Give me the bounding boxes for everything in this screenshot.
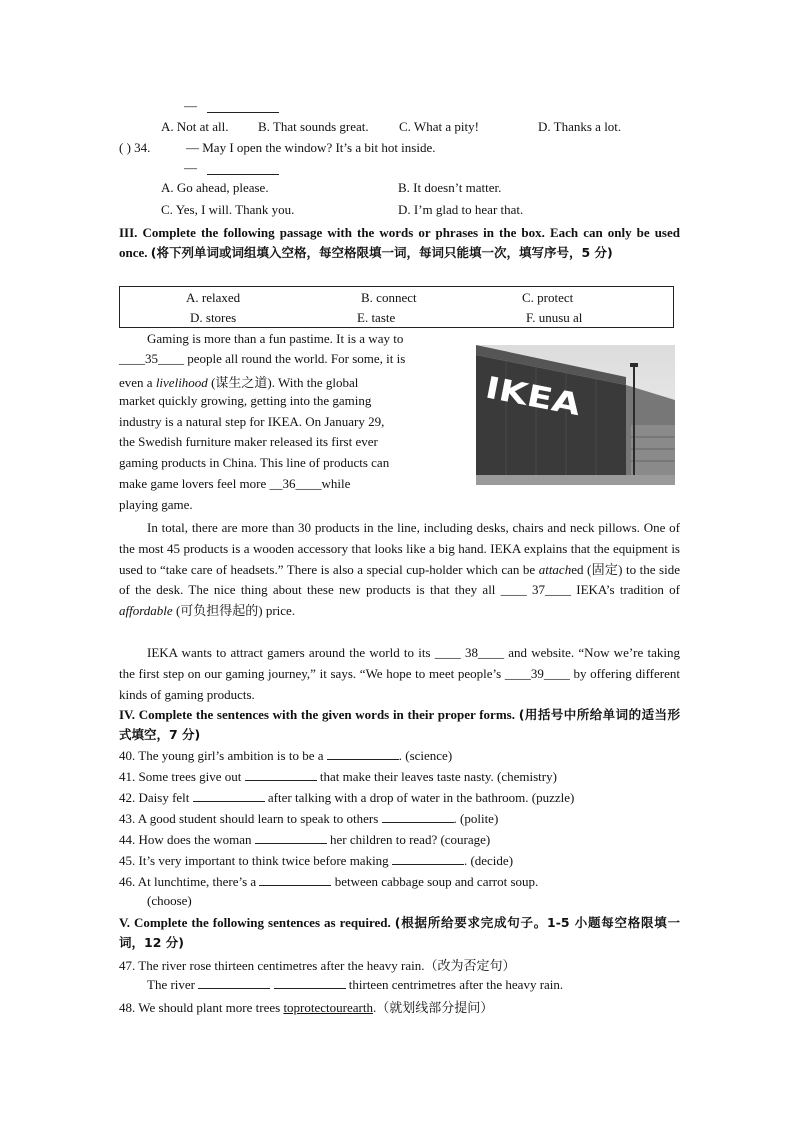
p1-livelihood: livelihood [155, 375, 208, 390]
p1-line-4: market quickly growing, getting into the gaming [119, 393, 372, 408]
q43-blank[interactable] [382, 810, 454, 823]
q47-prompt: 47. The river rose thirteen centimetres after the heavy rain.（改为否定句） [119, 958, 516, 973]
q34-number: ( ) 34. [119, 140, 151, 155]
word-option-b: B. connect [361, 290, 417, 305]
section5-title-en: V. Complete the following sentences as required. [119, 915, 391, 930]
q33-option-b[interactable]: B. That sounds great. [258, 119, 369, 134]
q48-underlined: toprotectourearth [283, 1000, 373, 1015]
q47-blank-1[interactable] [198, 976, 270, 989]
section3-heading [119, 223, 680, 263]
q43-text: 43. A good student should learn to speak to others [119, 811, 379, 826]
q34-answer-dash: — [184, 160, 197, 175]
q44 [119, 831, 490, 848]
q45-blank[interactable] [392, 852, 464, 865]
q41-blank[interactable] [245, 768, 317, 781]
q48-pre: 48. We should plant more trees [119, 1000, 281, 1015]
word-option-a: A. relaxed [186, 290, 241, 305]
word-option-f: F. unusu al [526, 310, 583, 325]
p1-even-a: even a [119, 375, 153, 390]
q46-text: 46. At lunchtime, there’s a [119, 874, 257, 889]
q42-blank[interactable] [193, 789, 265, 802]
q34-option-d[interactable]: D. I’m glad to hear that. [398, 202, 524, 217]
word-box [119, 286, 674, 328]
q33-answer-dash: — [184, 98, 197, 113]
q47-post: thirteen centrimetres after the heavy rain. [348, 977, 564, 992]
p2-attach: attach [538, 561, 572, 577]
section4-heading [119, 705, 680, 745]
section4-title-en: IV. Complete the sentences with the given words in their proper forms. [119, 707, 515, 722]
q48-prompt [119, 997, 493, 1016]
q45-text: 45. It’s very important to think twice before making [119, 853, 389, 868]
q33-answer-blank[interactable] [207, 100, 279, 113]
ikea-sign: IKEA [482, 370, 566, 420]
q45 [119, 852, 513, 869]
p1-line-1: Gaming is more than a fun pastime. It is a way to [147, 331, 404, 346]
section5-heading [119, 913, 680, 953]
p1-line-5: industry is a natural step for IKEA. On January 29, [119, 414, 385, 429]
q46-blank[interactable] [259, 873, 331, 886]
section4-title-cn: (用括号中所给单词的适当形式填空，7 分) [119, 707, 681, 742]
q46-text-cont: between cabbage soup and carrot soup. [334, 874, 539, 889]
q42-hint: after talking with a drop of water in the bathroom. (puzzle) [267, 790, 575, 805]
q41 [119, 768, 557, 785]
q44-hint: her children to read? (courage) [330, 832, 491, 847]
q44-text: 44. How does the woman [119, 832, 252, 847]
p2-attach-rest: ed (固定) to the side of the desk. The nice thing about these new products is that they all ____ 37____ IEKA’s tradition of [119, 561, 680, 598]
ikea-store-photo [476, 345, 675, 485]
q48-post: .（就划线部分提问） [372, 1000, 494, 1015]
q41-hint: that make their leaves taste nasty. (chemistry) [319, 769, 557, 784]
word-option-c: C. protect [522, 290, 574, 305]
p1-line-3 [119, 372, 358, 391]
p3-text: IEKA wants to attract gamers around the world to its ____ 38____ and website. “Now we’re taking the first step on our gaming journey,” it says. “We hope to meet people’s ____39____ by offering different kinds of gaming products. [119, 645, 680, 702]
p1-line-9: playing game. [119, 497, 193, 512]
q43 [119, 810, 498, 827]
q43-hint: . (polite) [453, 811, 499, 826]
q42 [119, 789, 574, 806]
q42-text: 42. Daisy felt [119, 790, 190, 805]
q41-text: 41. Some trees give out [119, 769, 242, 784]
q33-option-c[interactable]: C. What a pity! [399, 119, 479, 134]
q40-hint: . (science) [398, 748, 453, 763]
q34-option-b[interactable]: B. It doesn’t matter. [398, 180, 502, 195]
p1-line-8: make game lovers feel more __36____while [119, 476, 351, 491]
q34-option-a[interactable]: A. Go ahead, please. [161, 180, 269, 195]
section3-title-cn: (将下列单词或词组填入空格，每空格限填一词，每词只能填一次，填写序号，5 分) [150, 245, 613, 260]
q46 [119, 873, 538, 890]
word-option-d: D. stores [190, 310, 237, 325]
section3-title-en: III. Complete the following passage with the words or phrases in the box. Each can only be used once. [119, 225, 680, 260]
passage-paragraph-3 [119, 643, 680, 705]
passage-paragraph-2 [119, 518, 680, 622]
p1-line-7: gaming products in China. This line of products can [119, 455, 390, 470]
p2-end: (可负担得起的) price. [172, 603, 296, 619]
p2-affordable: affordable [119, 603, 173, 619]
q40-blank[interactable] [327, 747, 399, 760]
p1-line-6: the Swedish furniture maker released its first ever [119, 434, 378, 449]
p1-line-2: ____35____ people all round the world. For some, it is [119, 351, 406, 366]
q34-question: — May I open the window? It’s a bit hot inside. [186, 140, 436, 155]
q47-answer-line [147, 976, 563, 993]
q40 [119, 747, 452, 764]
q47-pre: The river [147, 977, 196, 992]
q34-answer-blank[interactable] [207, 162, 279, 175]
section5-title-cn: (根据所给要求完成句子。1-5 小题每空格限填一词，12 分) [119, 915, 681, 950]
q47-blank-2[interactable] [274, 976, 346, 989]
p2-text: In total, there are more than 30 products in the line, including desks, chairs and neck pillows. One of the most 45 products is a wooden accessory that looks like a big hand. IEKA explains that the equipment is used to “take care of headsets.” There is also a special cup-holder which can be [119, 520, 680, 577]
q45-hint: . (decide) [463, 853, 514, 868]
q33-option-a[interactable]: A. Not at all. [161, 119, 229, 134]
q40-text: 40. The young girl’s ambition is to be a [119, 748, 324, 763]
p1-livelihood-gloss: (谋生之道). With the global [207, 375, 359, 390]
q46-hint: (choose) [147, 893, 192, 908]
q34-option-c[interactable]: C. Yes, I will. Thank you. [161, 202, 295, 217]
q33-option-d[interactable]: D. Thanks a lot. [538, 119, 622, 134]
word-option-e: E. taste [357, 310, 396, 325]
q44-blank[interactable] [255, 831, 327, 844]
